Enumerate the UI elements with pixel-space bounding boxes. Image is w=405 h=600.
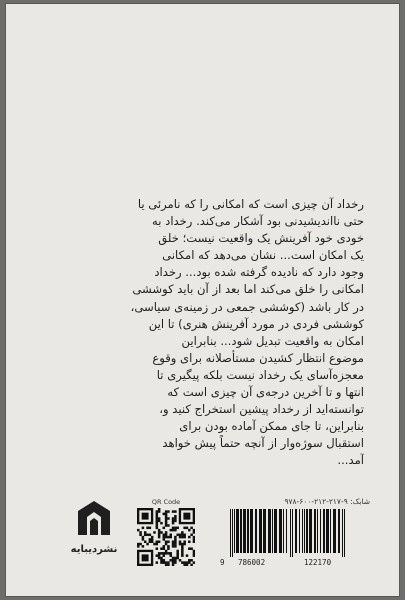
publisher-logo-icon [72, 497, 116, 541]
qr-label: QR Code [151, 498, 181, 506]
blurb-line: معجزه‌آسای یک رخداد نیست بلکه پیگیری تا [156, 367, 364, 382]
barcode-right-digits: 122170 [304, 558, 332, 567]
qr-code-icon [137, 508, 195, 566]
blurb-line: یک امکان است... نشان می‌دهد که امکانی [162, 248, 364, 263]
isbn-text: شابک: ۹-۲۱۷-۲۱۲-۶۰۰-۹۷۸ [284, 497, 370, 506]
blurb-line: بنابراین، تا جای ممکن آماده بودن برای [179, 419, 364, 434]
isbn-barcode [218, 509, 368, 569]
blurb-line: رخداد آن چیزی است که امکانی را که نامرئی یا [137, 197, 364, 211]
barcode-bars-icon [218, 509, 368, 557]
barcode-lead-digit: 9 [220, 558, 225, 567]
blurb-line: موضوع انتظار کشیدن مستأصلانه برای وقوع [152, 350, 364, 365]
publisher-name: نشردیبایه [70, 544, 118, 555]
blurb-line: حتی نااندیشیدنی بود آشکار می‌کند. رخداد به [152, 214, 364, 229]
qr-block [137, 498, 195, 570]
blurb-line: امکان به واقعیت تبدیل شود... بنابراین [181, 333, 364, 348]
blurb-line: خودی خود آفرینش یک واقعیت نیست؛ خلق [158, 231, 364, 246]
blurb-line: انتها و تا آخرین درجه‌ی آن چیزی است که [167, 385, 364, 400]
publisher-block [64, 497, 124, 567]
barcode-left-digits: 786002 [238, 558, 266, 567]
blurb-line: توانسته‌اید از رخداد پیشین استخراج کنید و، [159, 402, 364, 417]
back-cover [6, 4, 399, 596]
blurb-text [48, 196, 364, 470]
blurb-line: کوششی فردی در مورد آفرینش هنری) تا این [148, 316, 364, 331]
blurb-line: وجود دارد که نادیده گرفته شده بود... رخداد [154, 265, 364, 280]
blurb-line: در کار باشد (کوششی جمعی در زمینه‌ی سیاسی، [130, 299, 364, 314]
blurb-line: امکانی را خلق می‌کند اما بعد از آن باید کوششی [132, 282, 364, 297]
blurb-line: استقبال سوژه‌وار از آنچه حتماً پیش خواهد [162, 436, 364, 451]
blurb-line: آمد... [337, 453, 364, 468]
